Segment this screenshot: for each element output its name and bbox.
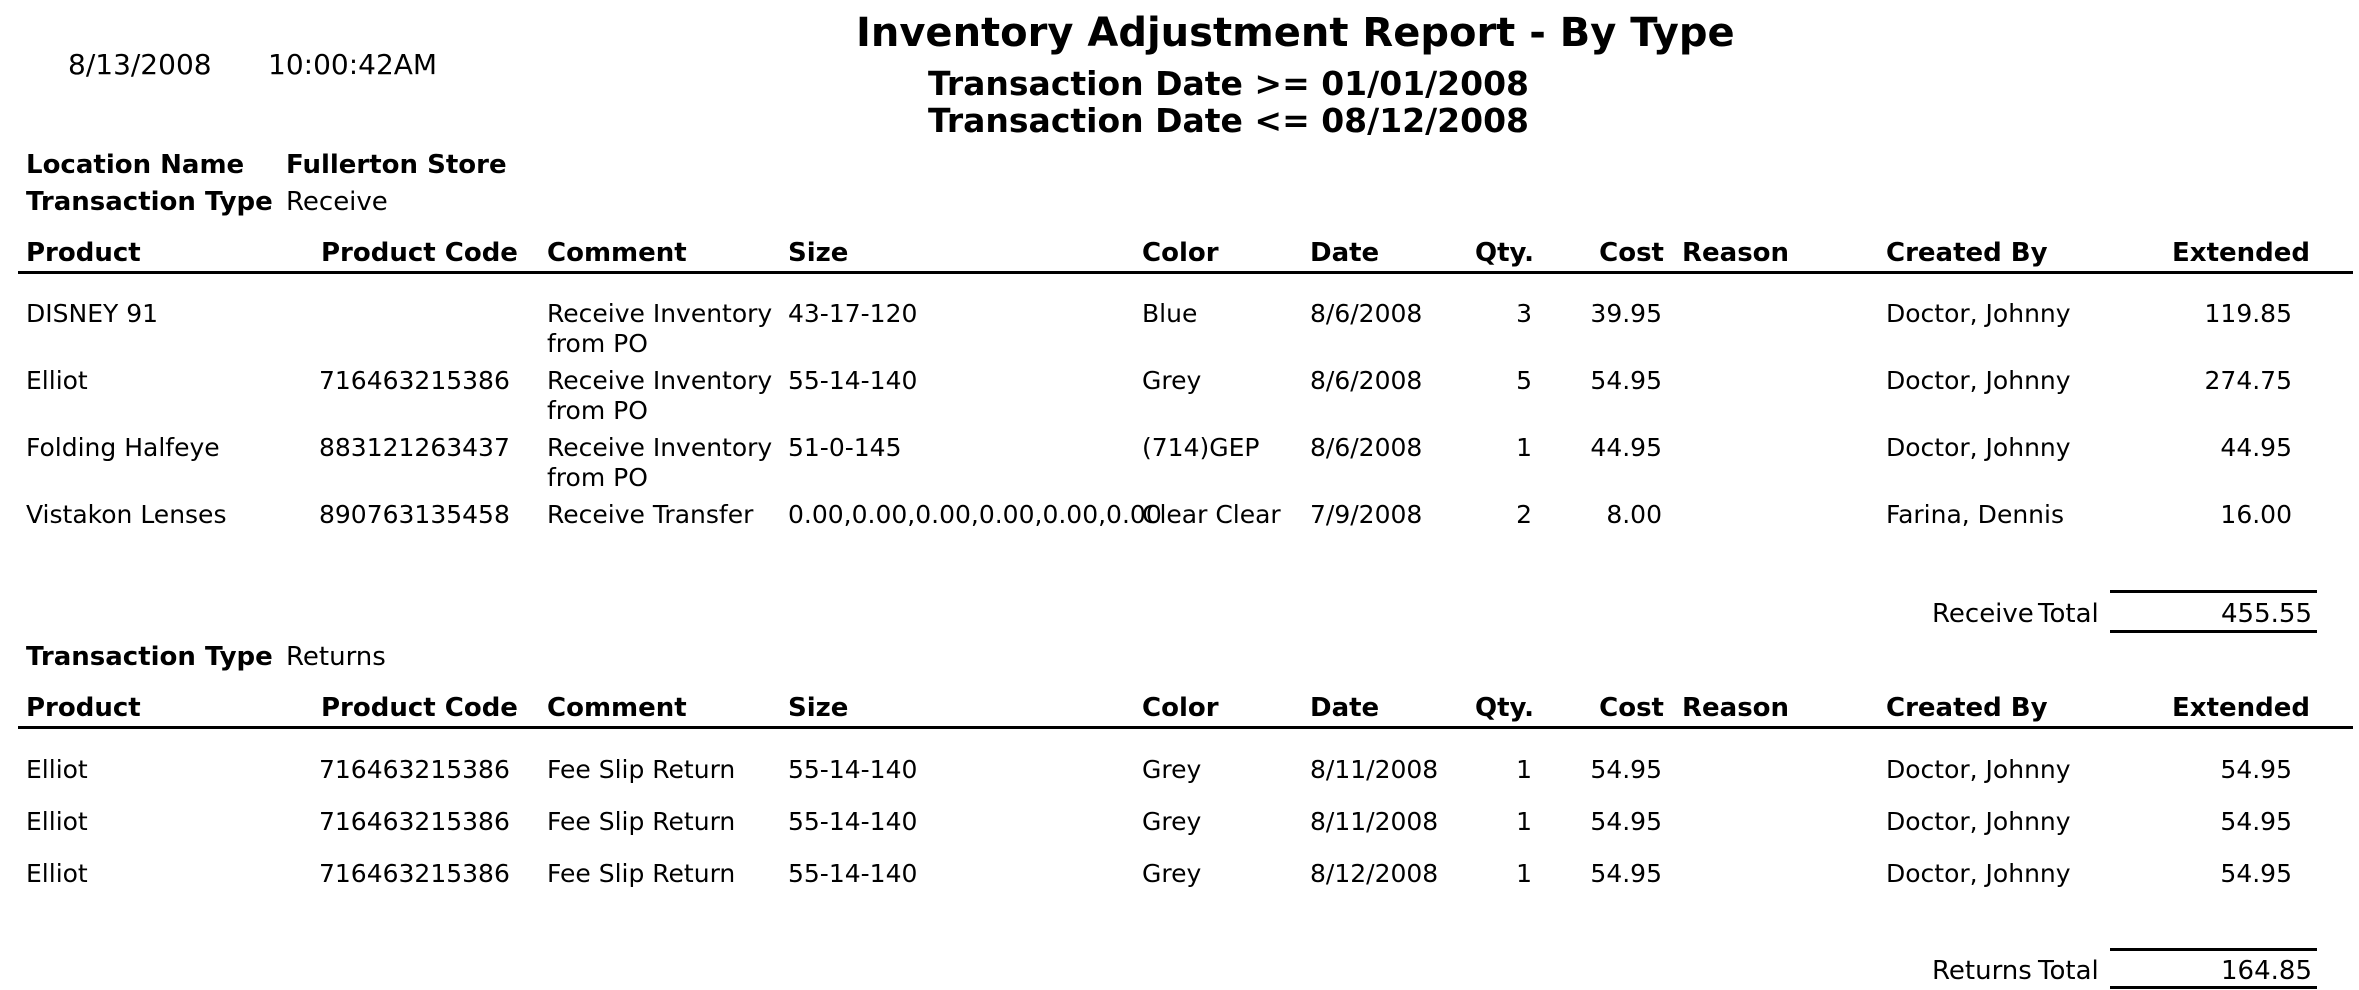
cell-code: 716463215386 <box>319 807 510 836</box>
cell-extended: 54.95 <box>2220 859 2292 888</box>
print-date: 8/13/2008 <box>68 48 212 81</box>
filter-date-to: Transaction Date <= 08/12/2008 <box>927 101 1530 140</box>
cell-extended: 54.95 <box>2220 807 2292 836</box>
cell-extended: 119.85 <box>2204 299 2292 328</box>
cell-color: Grey <box>1142 755 1202 784</box>
cell-qty: 1 <box>1516 755 1532 784</box>
col-color: Color <box>1142 693 1219 723</box>
col-date: Date <box>1310 238 1380 268</box>
col-created-by: Created By <box>1886 693 2048 723</box>
print-time: 10:00:42AM <box>268 48 438 81</box>
col-reason: Reason <box>1682 238 1790 268</box>
cell-created-by: Doctor, Johnny <box>1886 366 2071 395</box>
header-rule <box>18 726 2353 729</box>
filter-date-from: Transaction Date >= 01/01/2008 <box>927 64 1530 103</box>
cell-product: Vistakon Lenses <box>26 500 227 529</box>
cell-date: 7/9/2008 <box>1310 500 1423 529</box>
cell-qty: 1 <box>1516 433 1532 462</box>
total-rule-top <box>2110 590 2317 593</box>
section-total-value: 455.55 <box>2221 599 2312 629</box>
cell-comment: Fee Slip Return <box>547 859 736 888</box>
total-rule-bottom <box>2110 986 2317 989</box>
col-extended: Extended <box>2172 693 2310 723</box>
section-total-name: Returns <box>1932 956 2032 986</box>
cell-color: Grey <box>1142 807 1202 836</box>
cell-extended: 16.00 <box>2220 500 2292 529</box>
col-extended: Extended <box>2172 238 2310 268</box>
cell-size: 0.00,0.00,0.00,0.00,0.00,0.00 <box>788 500 1162 529</box>
cell-extended: 44.95 <box>2220 433 2292 462</box>
section-total-name: Receive <box>1932 599 2034 629</box>
col-qty: Qty. <box>1475 693 1534 723</box>
section-total-value: 164.85 <box>2221 956 2312 986</box>
cell-code: 716463215386 <box>319 366 510 395</box>
cell-comment: Receive Inventory from PO <box>547 433 773 492</box>
cell-comment: Receive Transfer <box>547 500 754 529</box>
cell-created-by: Doctor, Johnny <box>1886 755 2071 784</box>
cell-code: 890763135458 <box>319 500 510 529</box>
total-rule-bottom <box>2110 630 2317 633</box>
cell-created-by: Farina, Dennis <box>1886 500 2064 529</box>
location-name-label: Location Name <box>26 150 245 180</box>
cell-color: Blue <box>1142 299 1198 328</box>
col-product-code: Product Code <box>321 693 518 723</box>
cell-code: 883121263437 <box>319 433 510 462</box>
cell-date: 8/6/2008 <box>1310 366 1423 395</box>
col-comment: Comment <box>547 238 687 268</box>
col-product: Product <box>26 693 141 723</box>
col-qty: Qty. <box>1475 238 1534 268</box>
col-reason: Reason <box>1682 693 1790 723</box>
col-product-code: Product Code <box>321 238 518 268</box>
cell-cost: 54.95 <box>1590 366 1662 395</box>
total-rule-top <box>2110 948 2317 951</box>
cell-cost: 8.00 <box>1606 500 1662 529</box>
cell-qty: 3 <box>1516 299 1532 328</box>
cell-extended: 54.95 <box>2220 755 2292 784</box>
col-size: Size <box>788 693 849 723</box>
cell-cost: 54.95 <box>1590 807 1662 836</box>
cell-date: 8/11/2008 <box>1310 807 1439 836</box>
transaction-type-label: Transaction Type <box>26 187 273 217</box>
cell-product: Elliot <box>26 859 88 888</box>
cell-date: 8/6/2008 <box>1310 433 1423 462</box>
col-cost: Cost <box>1599 693 1664 723</box>
cell-created-by: Doctor, Johnny <box>1886 433 2071 462</box>
cell-cost: 54.95 <box>1590 755 1662 784</box>
cell-date: 8/6/2008 <box>1310 299 1423 328</box>
cell-qty: 1 <box>1516 807 1532 836</box>
col-product: Product <box>26 238 141 268</box>
section-total-label: Total <box>2038 599 2099 629</box>
col-created-by: Created By <box>1886 238 2048 268</box>
cell-product: Elliot <box>26 755 88 784</box>
section-total-label: Total <box>2038 956 2099 986</box>
transaction-type-value: Receive <box>286 187 388 217</box>
cell-color: Grey <box>1142 366 1202 395</box>
cell-size: 55-14-140 <box>788 755 918 784</box>
cell-cost: 54.95 <box>1590 859 1662 888</box>
cell-comment: Receive Inventory from PO <box>547 299 773 358</box>
col-comment: Comment <box>547 693 687 723</box>
cell-size: 55-14-140 <box>788 366 918 395</box>
cell-size: 55-14-140 <box>788 807 918 836</box>
cell-cost: 39.95 <box>1590 299 1662 328</box>
cell-product: Elliot <box>26 807 88 836</box>
cell-extended: 274.75 <box>2204 366 2292 395</box>
cell-color: Clear Clear <box>1142 500 1281 529</box>
cell-product: DISNEY 91 <box>26 299 159 328</box>
transaction-type-label: Transaction Type <box>26 642 273 672</box>
cell-date: 8/12/2008 <box>1310 859 1439 888</box>
transaction-type-value: Returns <box>286 642 386 672</box>
cell-created-by: Doctor, Johnny <box>1886 859 2071 888</box>
cell-qty: 1 <box>1516 859 1532 888</box>
cell-size: 43-17-120 <box>788 299 918 328</box>
cell-code: 716463215386 <box>319 859 510 888</box>
cell-product: Folding Halfeye <box>26 433 220 462</box>
col-size: Size <box>788 238 849 268</box>
cell-size: 55-14-140 <box>788 859 918 888</box>
cell-created-by: Doctor, Johnny <box>1886 299 2071 328</box>
cell-comment: Fee Slip Return <box>547 807 736 836</box>
cell-comment: Fee Slip Return <box>547 755 736 784</box>
cell-qty: 2 <box>1516 500 1532 529</box>
cell-comment: Receive Inventory from PO <box>547 366 773 425</box>
col-date: Date <box>1310 693 1380 723</box>
cell-color: Grey <box>1142 859 1202 888</box>
header-rule <box>18 271 2353 274</box>
cell-qty: 5 <box>1516 366 1532 395</box>
col-color: Color <box>1142 238 1219 268</box>
cell-date: 8/11/2008 <box>1310 755 1439 784</box>
cell-code: 716463215386 <box>319 755 510 784</box>
report-title: Inventory Adjustment Report - By Type <box>856 10 1735 56</box>
cell-product: Elliot <box>26 366 88 395</box>
cell-cost: 44.95 <box>1590 433 1662 462</box>
col-cost: Cost <box>1599 238 1664 268</box>
cell-size: 51-0-145 <box>788 433 902 462</box>
location-name-value: Fullerton Store <box>286 150 507 180</box>
cell-created-by: Doctor, Johnny <box>1886 807 2071 836</box>
cell-color: (714)GEP <box>1142 433 1260 462</box>
